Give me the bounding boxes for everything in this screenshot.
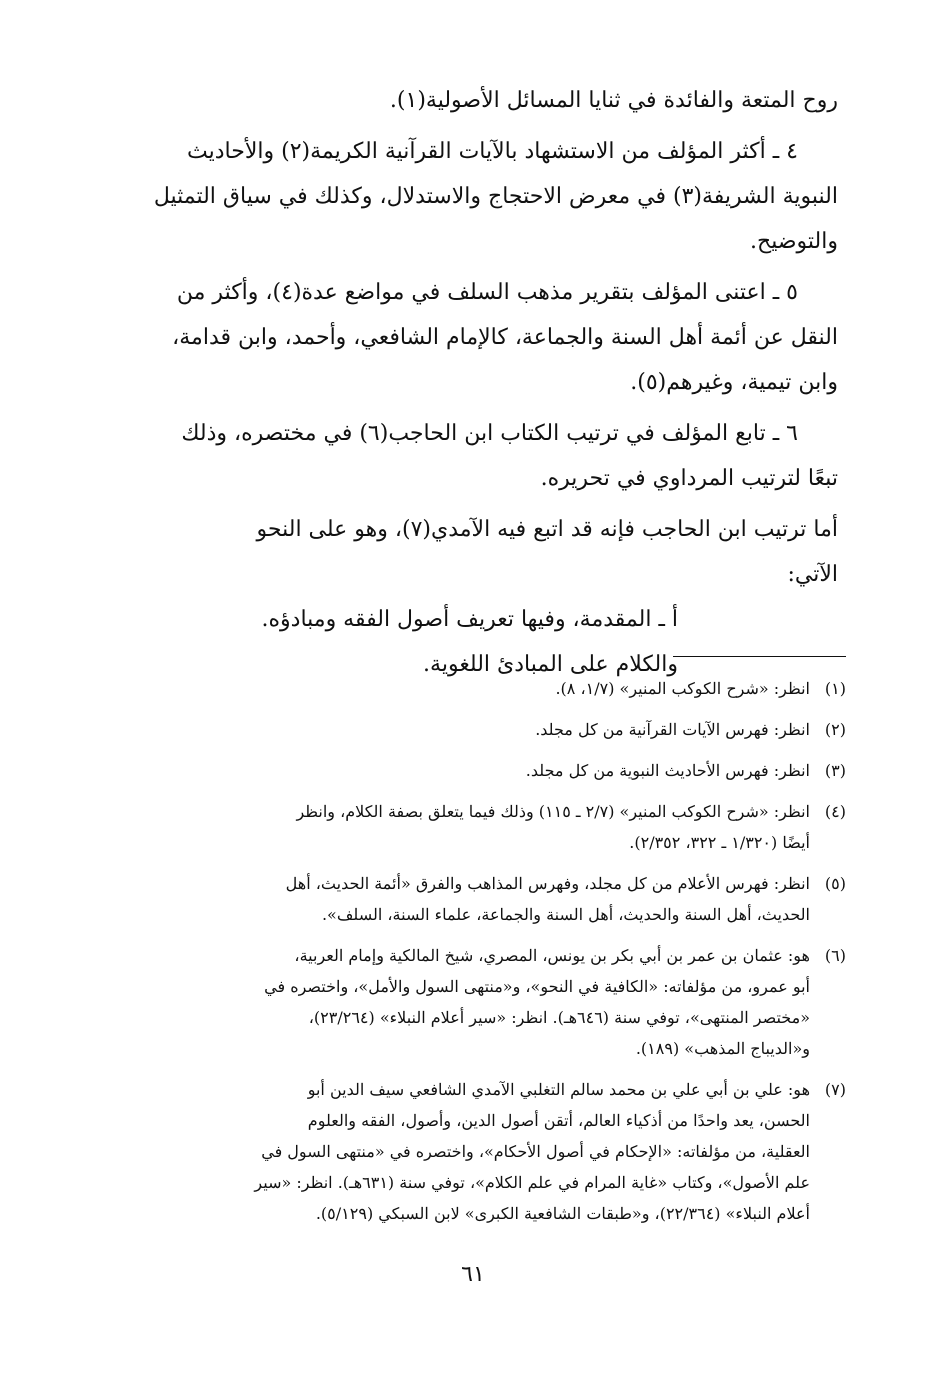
paragraph-line: ٦ ـ تابع المؤلف في ترتيب الكتاب ابن الحاجب(٦) في مختصره، وذلك xyxy=(181,421,798,446)
footnote xyxy=(108,940,846,1064)
paragraph-line: الآتي: xyxy=(787,562,838,587)
footnote-line: علم الأصول»، وكتاب «غاية المرام في علم الكلام»، توفي سنة (٦٣١هـ). انظر: «سير xyxy=(254,1173,810,1192)
footnote-line: «مختصر المنتهى»، توفي سنة (٦٤٦هـ). انظر: «سير أعلام النبلاء» (٢٣/٢٦٤)، xyxy=(308,1008,810,1027)
footnote-line: هو: عثمان بن عمر بن أبي بكر بن يونس، المصري، شيخ المالكية وإمام العربية، xyxy=(294,946,810,965)
outline-item: والكلام على المبادئ اللغوية. xyxy=(423,652,678,677)
footnote-number: (٧) xyxy=(824,1080,846,1099)
footnote-line: هو: علي بن أبي علي بن محمد سالم التغلبي الآمدي الشافعي سيف الدين أبو xyxy=(307,1080,810,1099)
footnote-number: (٢) xyxy=(824,720,846,739)
footnote xyxy=(108,755,846,786)
paragraph-line: النبوية الشريفة(٣) في معرض الاحتجاج والاستدلال، وكذلك في سياق التمثيل xyxy=(153,184,838,209)
footnote-line: العقلية، من مؤلفاته: «الإحكام في أصول الأحكام»، واختصره في «منتهى السول في xyxy=(261,1142,810,1161)
footnote-number: (٥) xyxy=(824,874,846,893)
footnote-number: (٣) xyxy=(824,761,846,780)
footnote-number: (٦) xyxy=(824,946,846,965)
paragraph-line: أما ترتيب ابن الحاجب فإنه قد اتبع فيه الآمدي(٧)، وهو على النحو xyxy=(256,517,838,542)
footnote-line: انظر: «شرح الكوكب المنير» (١/٧، ٨). xyxy=(555,679,810,698)
footnote-line: الحديث، أهل السنة والحديث، أهل السنة والجماعة، علماء السنة، السلف». xyxy=(321,905,810,924)
footnote-line: انظر: فهرس الأعلام من كل مجلد، وفهرس المذاهب والفرق «أئمة الحديث، أهل xyxy=(285,874,810,893)
main-text xyxy=(108,78,838,687)
footnote-line: أيضًا (١/٣٢٠ ـ ٣٢٢، ٢/٣٥٢). xyxy=(629,833,810,852)
paragraph-line: وابن تيمية، وغيرهم(٥). xyxy=(630,370,838,395)
footnote xyxy=(108,796,846,858)
footnote xyxy=(108,1074,846,1229)
paragraph-line: تبعًا لترتيب المرداوي في تحريره. xyxy=(540,466,838,491)
footnotes xyxy=(108,673,846,1239)
footnote xyxy=(108,714,846,745)
paragraph-line: روح المتعة والفائدة في ثنايا المسائل الأصولية(١). xyxy=(389,88,838,113)
footnote-line: و«الديباج المذهب» (١٨٩). xyxy=(635,1039,810,1058)
paragraph-line: ٤ ـ أكثر المؤلف من الاستشهاد بالآيات القرآنية الكريمة(٢) والأحاديث xyxy=(187,139,798,164)
footnote-line: أبو عمرو، من مؤلفاته: «الكافية في النحو»، و«منتهى السول والأمل»، واختصره في xyxy=(264,977,810,996)
footnote xyxy=(108,673,846,704)
footnote-line: انظر: فهرس الأحاديث النبوية من كل مجلد. xyxy=(525,761,810,780)
footnote-line: أعلام النبلاء» (٢٢/٣٦٤)، و«طبقات الشافعية الكبرى» لابن السبكي (٥/١٢٩). xyxy=(315,1204,810,1223)
footnote-number: (١) xyxy=(824,679,846,698)
paragraph-line: النقل عن أئمة أهل السنة والجماعة، كالإمام الشافعي، وأحمد، وابن قدامة، xyxy=(172,325,838,350)
page-number: ٦١ xyxy=(461,1262,485,1287)
footnote-line: انظر: «شرح الكوكب المنير» (٢/٧ ـ ١١٥) وذلك فيما يتعلق بصفة الكلام، وانظر xyxy=(296,802,810,821)
paragraph-line: والتوضيح. xyxy=(750,229,838,254)
footnote-line: الحسن، يعد واحدًا من أذكياء العالم، أتقن أصول الدين، وأصول، الفقه والعلوم xyxy=(307,1111,810,1130)
footnote-line: انظر: فهرس الآيات القرآنية من كل مجلد. xyxy=(535,720,810,739)
paragraph-line: ٥ ـ اعتنى المؤلف بتقرير مذهب السلف في مواضع عدة(٤)، وأكثر من xyxy=(176,280,798,305)
footnote-separator xyxy=(673,656,846,657)
outline-item: أ ـ المقدمة، وفيها تعريف أصول الفقه ومبادؤه. xyxy=(261,607,678,632)
footnote-number: (٤) xyxy=(824,802,846,821)
footnote xyxy=(108,868,846,930)
